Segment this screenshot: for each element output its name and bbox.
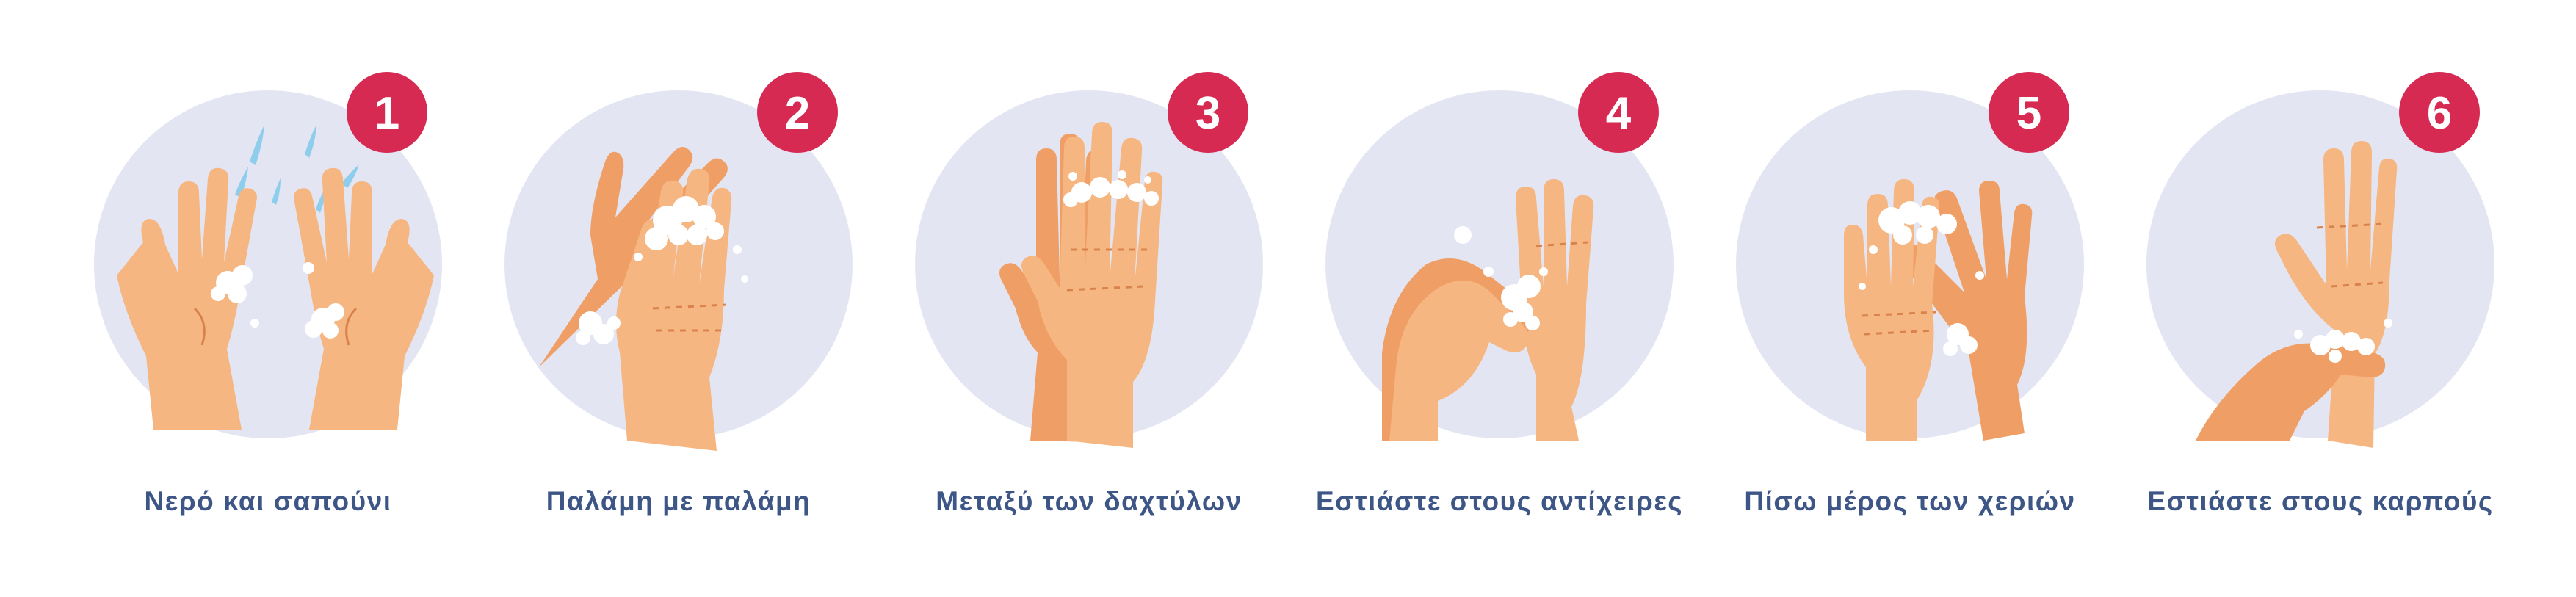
step-2-number: 2 <box>784 88 811 139</box>
step-1-number: 1 <box>374 88 400 139</box>
wet-hands-water-icon <box>62 0 474 485</box>
back-of-hands-icon <box>1704 0 2116 485</box>
thumbs-icon <box>1294 0 1705 485</box>
wrists-icon <box>2115 0 2526 485</box>
step-3-caption: Μεταξύ των δαχτύλων <box>936 486 1242 516</box>
step-4-number: 4 <box>1605 88 1632 139</box>
step-6 <box>2115 0 2526 597</box>
step-1 <box>62 0 474 597</box>
step-5-caption: Πίσω μέρος των χεριών <box>1744 486 2076 516</box>
step-5-number: 5 <box>2016 88 2042 139</box>
step-6-caption: Εστιάστε στους καρπούς <box>2147 486 2494 516</box>
between-fingers-icon <box>883 0 1295 485</box>
step-3 <box>883 0 1295 597</box>
step-4-caption: Εστιάστε στους αντίχειρες <box>1315 486 1684 516</box>
palm-to-palm-icon <box>473 0 884 485</box>
step-6-number: 6 <box>2426 88 2453 139</box>
step-3-number: 3 <box>1195 88 1221 139</box>
step-2-caption: Παλάμη με παλάμη <box>546 486 811 516</box>
step-1-caption: Νερό και σαπούνι <box>144 486 392 516</box>
step-4 <box>1294 0 1705 597</box>
step-2 <box>473 0 884 597</box>
step-5 <box>1704 0 2116 597</box>
